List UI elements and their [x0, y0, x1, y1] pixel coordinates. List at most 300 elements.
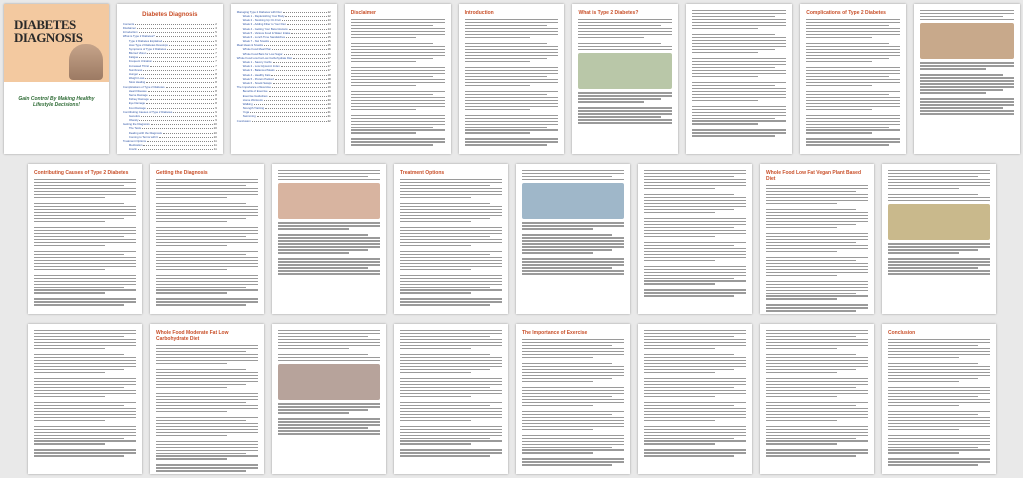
- text-line: [156, 423, 258, 424]
- toc-page-number: 18: [327, 76, 331, 81]
- page-row-2: [4, 164, 1020, 314]
- text-line: [888, 464, 978, 465]
- text-line: [465, 85, 531, 86]
- text-line: [920, 101, 1014, 102]
- document-page[interactable]: [638, 324, 752, 474]
- text-line: [644, 227, 734, 228]
- text-line: [400, 402, 502, 403]
- text-line: [522, 393, 624, 394]
- text-line: [522, 252, 593, 253]
- text-line: [34, 339, 136, 340]
- text-line: [278, 176, 368, 177]
- text-line: [692, 70, 786, 71]
- text-line: [400, 396, 471, 397]
- text-line: [156, 301, 258, 302]
- text-line: [278, 339, 380, 340]
- text-line: [156, 236, 246, 237]
- text-line: [522, 438, 624, 439]
- text-line: [644, 414, 746, 415]
- toc-leader-dots: [265, 107, 326, 109]
- text-line: [806, 34, 900, 35]
- text-line: [400, 393, 502, 394]
- text-line: [522, 464, 612, 465]
- document-page[interactable]: [914, 4, 1020, 154]
- text-line: [766, 185, 868, 186]
- text-line: [400, 221, 471, 222]
- text-line: [156, 411, 227, 412]
- text-line: [34, 245, 105, 246]
- toc-entry[interactable]: [237, 106, 331, 110]
- text-line: [644, 438, 734, 439]
- document-page[interactable]: [572, 4, 678, 154]
- toc-leader-dots: [150, 98, 214, 100]
- text-line: [522, 267, 612, 268]
- toc-leader-dots: [287, 23, 327, 25]
- text-line: [34, 417, 136, 418]
- document-page[interactable]: [638, 164, 752, 314]
- toc-entry-label: Genetics: [128, 113, 140, 118]
- text-line: [34, 215, 136, 216]
- text-line: [644, 292, 746, 293]
- text-line: [278, 409, 368, 410]
- text-line: [34, 257, 136, 258]
- text-line: [766, 363, 868, 364]
- text-line: [465, 82, 559, 83]
- text-line: [400, 257, 502, 258]
- text-line: [465, 129, 559, 130]
- text-line: [766, 402, 868, 403]
- toc-leader-dots: [153, 60, 214, 62]
- text-line: [644, 354, 734, 355]
- text-line: [806, 109, 872, 110]
- text-line: [400, 266, 502, 267]
- toc-entry-label: Benefits of Exercise: [242, 89, 268, 94]
- text-line: [156, 444, 258, 445]
- toc-entry[interactable]: [123, 148, 217, 152]
- text-line: [644, 390, 746, 391]
- toc-leader-dots: [257, 115, 327, 117]
- text-line: [522, 179, 624, 180]
- document-page[interactable]: [28, 324, 142, 474]
- document-page[interactable]: [28, 164, 142, 314]
- text-line: [156, 245, 227, 246]
- toc-entry-label: Walking: [242, 101, 253, 106]
- text-line: [156, 354, 258, 355]
- text-line: [34, 179, 136, 180]
- text-line: [692, 115, 786, 116]
- text-line: [156, 408, 258, 409]
- text-line: [34, 345, 136, 346]
- text-line: [34, 203, 124, 204]
- toc-entry-label: Eye Damage: [128, 101, 146, 106]
- text-line: [766, 200, 868, 201]
- page-heading: Disclaimer: [350, 10, 376, 16]
- text-line: [578, 34, 672, 35]
- text-line: [522, 447, 612, 448]
- text-line: [465, 31, 559, 32]
- text-line: [644, 420, 715, 421]
- toc-entry-label: Whole Food Low Fat Low Carbohydrate Diet: [236, 55, 292, 60]
- text-line: [400, 236, 490, 237]
- text-line: [888, 390, 990, 391]
- toc-entry[interactable]: [237, 115, 331, 119]
- toc-leader-dots: [143, 69, 214, 71]
- toc-leader-dots: [264, 44, 326, 46]
- text-line: [156, 254, 246, 255]
- text-line: [766, 396, 837, 397]
- text-line: [34, 333, 136, 334]
- toc-leader-dots: [147, 52, 214, 54]
- text-line: [888, 405, 959, 406]
- text-line: [351, 121, 445, 122]
- text-line: [351, 67, 445, 68]
- toc-leader-dots: [273, 61, 327, 63]
- page-heading: Whole Food Moderate Fat Low Carbohydrate Diet: [156, 330, 229, 342]
- toc-page-number: 22: [327, 118, 331, 123]
- text-line: [465, 46, 559, 47]
- toc-leader-dots: [139, 73, 214, 75]
- text-line: [156, 470, 246, 471]
- toc-entry-label: Whole Food Meal Plan: [242, 47, 272, 52]
- text-line: [644, 224, 746, 225]
- text-line: [400, 414, 502, 415]
- document-page[interactable]: [272, 164, 386, 314]
- text-line: [888, 458, 990, 459]
- text-line: [351, 124, 445, 125]
- text-line: [692, 10, 786, 11]
- text-line: [351, 55, 445, 56]
- document-page[interactable]: [760, 164, 874, 314]
- text-line: [156, 363, 227, 364]
- text-line: [766, 310, 856, 311]
- text-line: [156, 191, 258, 192]
- text-line: [278, 222, 380, 223]
- text-line: [156, 215, 258, 216]
- text-line: [806, 127, 889, 128]
- text-line: [34, 432, 136, 433]
- toc-page-number: 11: [213, 143, 217, 148]
- toc-entry-label: Fatigue: [128, 55, 139, 60]
- text-line: [34, 414, 136, 415]
- text-line: [400, 411, 502, 412]
- text-line: [888, 267, 978, 268]
- text-line: [34, 387, 124, 388]
- text-line: [465, 73, 559, 74]
- text-line: [156, 375, 258, 376]
- text-line: [400, 263, 502, 264]
- text-line: [644, 402, 746, 403]
- text-line: [400, 260, 502, 261]
- text-line: [920, 13, 1014, 14]
- toc-page-number: 8: [215, 84, 217, 89]
- document-page[interactable]: [150, 324, 264, 474]
- text-line: [920, 92, 986, 93]
- text-line: [578, 37, 644, 38]
- toc-page-number: 8: [215, 92, 217, 97]
- text-line: [766, 242, 856, 243]
- text-line: [522, 387, 624, 388]
- text-line: [156, 467, 258, 468]
- text-line: [351, 132, 417, 133]
- toc-page-2[interactable]: [231, 4, 337, 154]
- page-photo: [522, 183, 624, 219]
- text-line: [278, 421, 380, 422]
- toc-page-number: 7: [215, 55, 217, 60]
- text-line: [34, 275, 136, 276]
- toc-leader-dots: [285, 15, 326, 17]
- text-line: [920, 110, 1014, 111]
- text-line: [400, 251, 502, 252]
- text-line: [766, 339, 868, 340]
- text-line: [34, 188, 136, 189]
- toc-heading: Diabetes Diagnosis: [142, 12, 198, 18]
- text-line: [766, 266, 868, 267]
- text-line: [351, 19, 445, 20]
- document-page[interactable]: [882, 164, 996, 314]
- text-line: [156, 450, 258, 451]
- text-line: [522, 354, 624, 355]
- text-line: [522, 441, 624, 442]
- text-line: [400, 227, 502, 228]
- text-line: [156, 458, 227, 459]
- text-line: [888, 176, 978, 177]
- text-line: [806, 97, 900, 98]
- text-line: [692, 43, 786, 44]
- text-line: [34, 251, 136, 252]
- document-page[interactable]: [882, 324, 996, 474]
- toc-page-number: 8: [215, 76, 217, 81]
- toc-entry-label: Obesity: [128, 118, 139, 123]
- text-line: [522, 429, 593, 430]
- toc-entry-label: Medication: [128, 143, 143, 148]
- toc-leader-dots: [139, 119, 214, 121]
- text-line: [644, 218, 746, 219]
- text-line: [888, 264, 990, 265]
- text-line: [34, 239, 136, 240]
- toc-entry-label: Week 2 - Stocking Up On Fruit: [242, 18, 281, 23]
- toc-entry-label: Dealing with the Diagnosis: [128, 130, 162, 135]
- toc-leader-dots: [276, 69, 327, 71]
- text-line: [400, 179, 502, 180]
- text-line: [766, 449, 868, 450]
- text-line: [920, 19, 1014, 20]
- text-line: [351, 22, 445, 23]
- text-line: [692, 91, 786, 92]
- text-line: [465, 58, 548, 59]
- text-line: [806, 82, 900, 83]
- toc-entry-label: Insulin: [128, 147, 137, 152]
- toc-entry-label: Getting the Diagnosis: [122, 122, 150, 127]
- text-line: [465, 37, 531, 38]
- text-line: [644, 452, 746, 453]
- text-line: [278, 433, 380, 434]
- text-line: [34, 348, 105, 349]
- text-line: [278, 427, 368, 428]
- toc-leader-dots: [250, 111, 326, 113]
- text-line: [522, 246, 624, 247]
- document-page[interactable]: [345, 4, 451, 154]
- text-line: [888, 381, 959, 382]
- document-page[interactable]: [272, 324, 386, 474]
- toc-leader-dots: [275, 78, 327, 80]
- text-line: [888, 447, 978, 448]
- text-line: [644, 440, 746, 441]
- text-line: [644, 289, 746, 290]
- page-photo: [278, 364, 380, 400]
- document-page[interactable]: [516, 164, 630, 314]
- text-line: [806, 76, 889, 77]
- document-page[interactable]: [394, 164, 508, 314]
- text-line: [766, 432, 868, 433]
- text-line: [888, 179, 990, 180]
- text-line: [34, 191, 136, 192]
- document-page[interactable]: [516, 324, 630, 474]
- text-line: [806, 19, 900, 20]
- text-line: [400, 242, 502, 243]
- text-line: [400, 342, 502, 343]
- text-line: [888, 449, 990, 450]
- toc-entry-label: Coming to Terms with It: [128, 134, 159, 139]
- document-page[interactable]: [150, 164, 264, 314]
- cover-page[interactable]: [4, 4, 109, 154]
- text-line: [888, 411, 990, 412]
- toc-entry-label: Weight Loss: [128, 76, 145, 81]
- text-line: [522, 449, 624, 450]
- text-line: [644, 200, 746, 201]
- text-line: [578, 113, 672, 114]
- text-line: [278, 357, 380, 358]
- text-line: [156, 429, 258, 430]
- text-line: [522, 396, 612, 397]
- text-line: [888, 258, 990, 259]
- text-line: [644, 242, 746, 243]
- text-line: [156, 455, 258, 456]
- text-line: [465, 94, 548, 95]
- toc-entry-label: Week 6 - Snack Swaps: [242, 80, 272, 85]
- toc-leader-dots: [167, 48, 214, 50]
- text-line: [400, 363, 502, 364]
- page-heading: Contributing Causes of Type 2 Diabetes: [34, 170, 129, 176]
- text-line: [888, 351, 990, 352]
- text-line: [692, 13, 786, 14]
- text-line: [806, 52, 900, 53]
- toc-leader-dots: [145, 77, 214, 79]
- text-line: [465, 34, 559, 35]
- cover-photo: [69, 44, 103, 80]
- text-line: [400, 408, 502, 409]
- text-line: [766, 342, 868, 343]
- text-line: [156, 426, 258, 427]
- text-line: [806, 55, 900, 56]
- text-line: [278, 228, 349, 229]
- text-line: [806, 124, 900, 125]
- text-line: [888, 348, 990, 349]
- text-line: [156, 304, 246, 305]
- text-line: [644, 396, 715, 397]
- text-line: [34, 281, 136, 282]
- text-line: [351, 109, 417, 110]
- toc-entry[interactable]: [123, 22, 217, 26]
- text-line: [156, 269, 227, 270]
- document-page[interactable]: [800, 4, 906, 154]
- text-line: [156, 206, 258, 207]
- text-line: [278, 342, 380, 343]
- toc-entry-label: Symptoms of Type 2 Diabetes: [128, 46, 167, 51]
- text-line: [888, 246, 990, 247]
- text-line: [920, 62, 1014, 63]
- text-line: [888, 375, 990, 376]
- toc-entry[interactable]: [237, 119, 331, 123]
- text-line: [766, 455, 856, 456]
- text-line: [766, 224, 856, 225]
- text-line: [522, 173, 624, 174]
- toc-page-number: 5: [215, 30, 217, 35]
- text-line: [692, 37, 786, 38]
- document-page[interactable]: [459, 4, 565, 154]
- toc-page-number: 16: [327, 47, 331, 52]
- text-line: [465, 124, 559, 125]
- text-line: [465, 121, 559, 122]
- toc-page-number: 10: [213, 134, 217, 139]
- text-line: [34, 287, 124, 288]
- document-page[interactable]: [686, 4, 792, 154]
- text-line: [920, 74, 1003, 75]
- toc-entry-label: Week 4 - Getting Your Beta Glucans: [242, 26, 288, 31]
- text-line: [766, 369, 856, 370]
- toc-leader-dots: [293, 57, 327, 59]
- text-line: [644, 417, 746, 418]
- text-line: [34, 182, 136, 183]
- text-line: [34, 390, 136, 391]
- text-line: [766, 290, 868, 291]
- toc-entry-label: Disclaimer: [122, 25, 136, 30]
- text-line: [766, 390, 868, 391]
- text-line: [156, 464, 258, 465]
- page-photo: [920, 23, 1014, 59]
- text-line: [34, 298, 136, 299]
- text-line: [806, 106, 900, 107]
- text-line: [278, 333, 380, 334]
- text-line: [888, 366, 990, 367]
- text-line: [278, 360, 380, 361]
- page-heading: Whole Food Low Fat Vegan Plant Based Diet: [766, 170, 862, 182]
- text-line: [766, 281, 868, 282]
- toc-entry-label: Yoga: [242, 110, 250, 115]
- toc-leader-dots: [281, 65, 327, 67]
- text-line: [692, 28, 758, 29]
- toc-page-1[interactable]: [117, 4, 223, 154]
- text-line: [400, 215, 502, 216]
- text-line: [692, 58, 786, 59]
- text-line: [644, 245, 734, 246]
- text-line: [400, 452, 502, 453]
- text-line: [888, 243, 990, 244]
- document-page[interactable]: [760, 324, 874, 474]
- document-page[interactable]: [394, 324, 508, 474]
- text-line: [278, 430, 380, 431]
- text-line: [692, 106, 786, 107]
- toc-leader-dots: [143, 144, 212, 146]
- text-line: [888, 170, 990, 171]
- text-line: [644, 342, 746, 343]
- text-line: [766, 408, 868, 409]
- text-line: [644, 405, 734, 406]
- text-line: [522, 240, 624, 241]
- text-line: [465, 67, 559, 68]
- toc-entry-label: Week 5 - Protein Packed: [242, 76, 274, 81]
- text-line: [806, 141, 900, 142]
- text-line: [400, 304, 490, 305]
